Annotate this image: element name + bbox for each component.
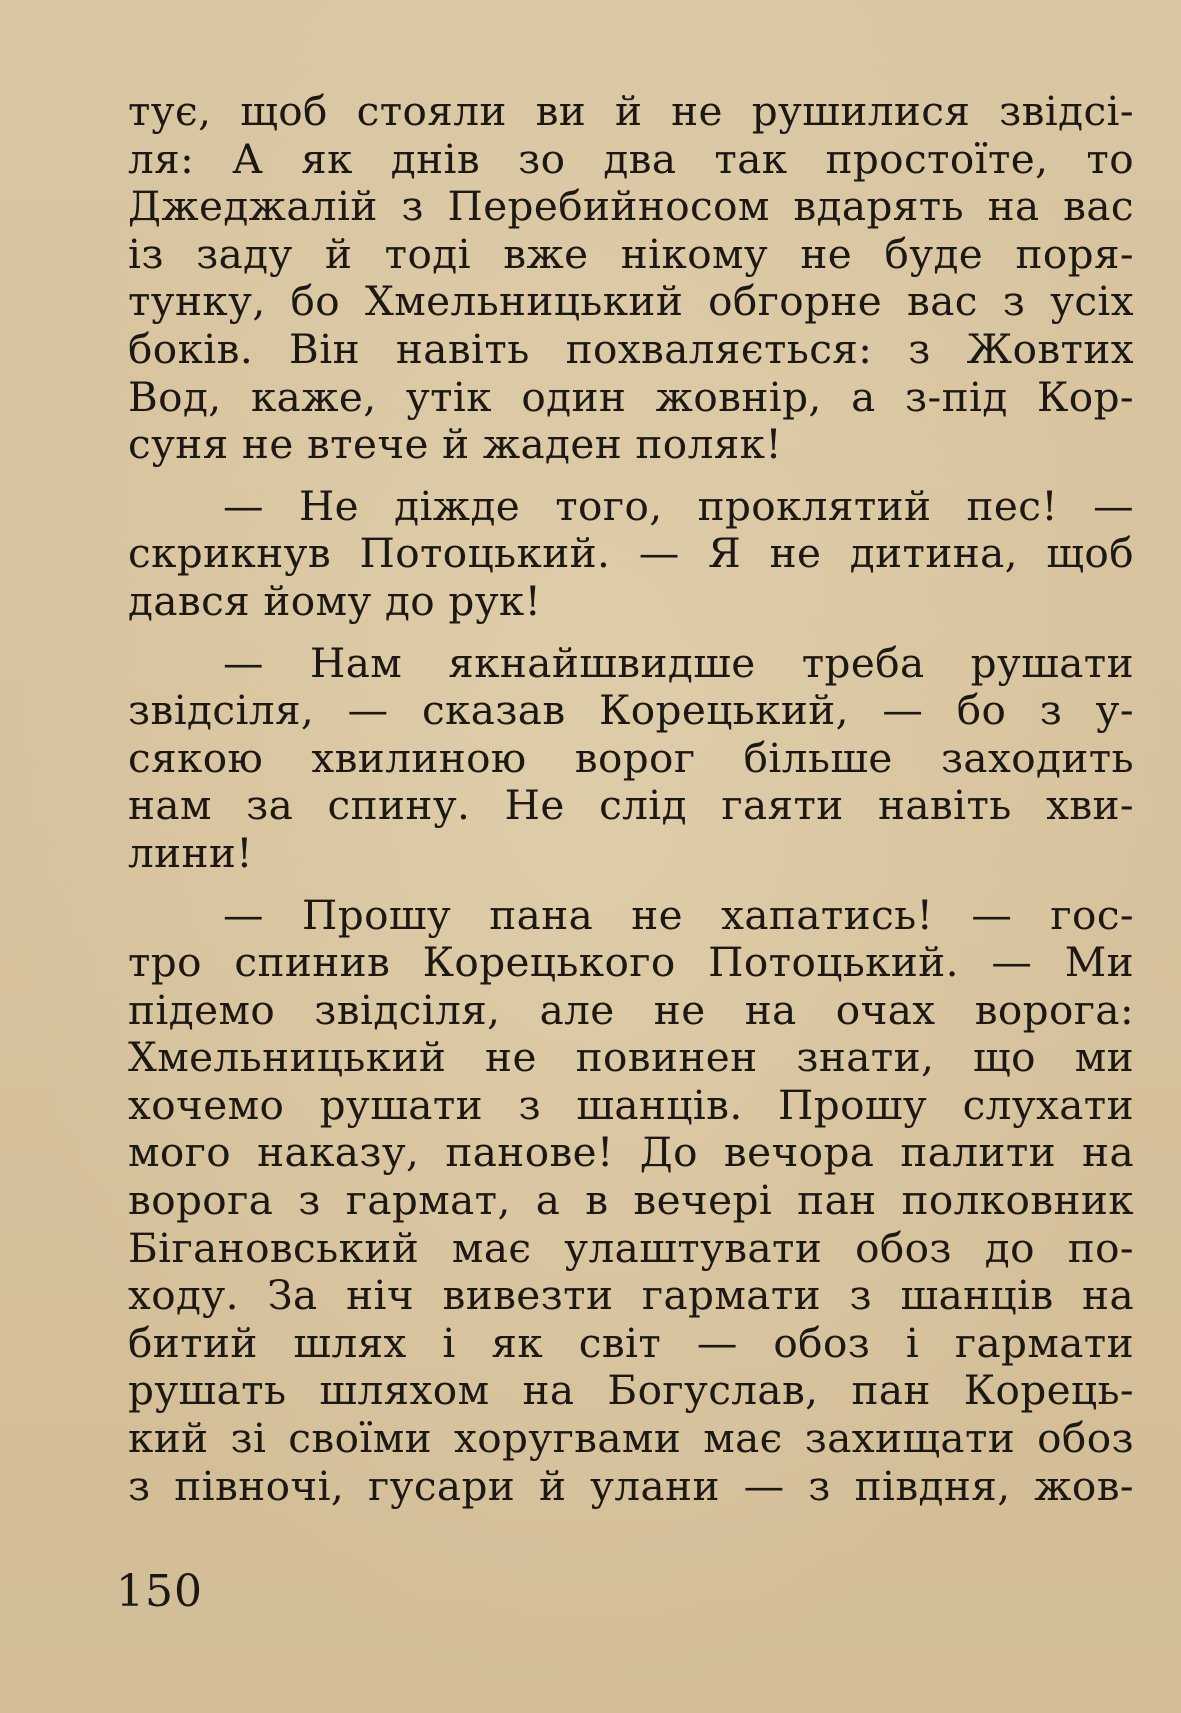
text-line: — Нам якнайшвидше треба рушати	[223, 638, 1134, 687]
text-line: битий шлях і як світ — обоз і гармати	[128, 1318, 1134, 1367]
text-line: підемо звідсіля, але не на очах ворога:	[128, 985, 1134, 1034]
paragraph-dialogue-orders	[128, 892, 1134, 1511]
body-text	[128, 88, 1134, 1510]
text-line: кий зі своїми хоругвами має захищати обоз	[128, 1414, 1134, 1463]
text-line: із заду й тоді вже нікому не буде поря-	[128, 229, 1134, 278]
text-line: сякою хвилиною ворог більше заходить	[128, 733, 1134, 782]
paragraph-dialogue-potocki	[128, 483, 1134, 626]
text-line: рушать шляхом на Богуслав, пан Корець-	[128, 1366, 1134, 1415]
text-line: звідсіля, — сказав Корецький, — бо з у-	[128, 686, 1134, 735]
page-number: 150	[116, 1566, 203, 1617]
text-line: боків. Він навіть похваляється: з Жовтих	[128, 324, 1134, 373]
text-line: Хмельницький не повинен знати, що ми	[128, 1033, 1134, 1082]
text-line: тро спинив Корецького Потоцький. — Ми	[128, 938, 1134, 987]
text-line: — Прошу пана не хапатись! — гос-	[223, 890, 1134, 939]
text-line: нам за спину. Не слід гаяти навіть хви-	[128, 781, 1134, 830]
text-line: тунку, бо Хмельницький обгорне вас з усіх	[128, 277, 1134, 326]
text-line: хочемо рушати з шанців. Прошу слухати	[128, 1080, 1134, 1129]
text-line: лини!	[128, 828, 253, 877]
paragraph-continuation	[128, 88, 1134, 469]
paragraph-dialogue-korecki	[128, 640, 1134, 878]
text-line: — Не діжде того, проклятий пес! —	[223, 481, 1134, 530]
text-line: дався йому до рук!	[128, 576, 542, 625]
text-line: Вод, каже, утік один жовнір, а з-під Кор-	[128, 372, 1134, 421]
text-line: ля: А як днів зо два так простоїте, то	[128, 134, 1134, 183]
text-line: ходу. За ніч вивезти гармати з шанців на	[128, 1271, 1134, 1320]
text-line: Бігановський має улаштувати обоз до по-	[128, 1223, 1134, 1272]
text-line: ворога з гармат, а в вечері пан полковник	[128, 1176, 1134, 1225]
text-line: Джеджалій з Перебийносом вдарять на вас	[128, 182, 1134, 231]
text-line: скрикнув Потоцький. — Я не дитина, щоб	[128, 529, 1134, 578]
text-line: тує, щоб стояли ви й не рушилися звідсі-	[128, 87, 1134, 135]
text-line: з півночі, гусари й улани — з півдня, жов-	[128, 1461, 1134, 1510]
text-line: суня не втече й жаден поляк!	[128, 420, 783, 469]
text-line: мого наказу, панове! До вечора палити на	[128, 1128, 1134, 1177]
